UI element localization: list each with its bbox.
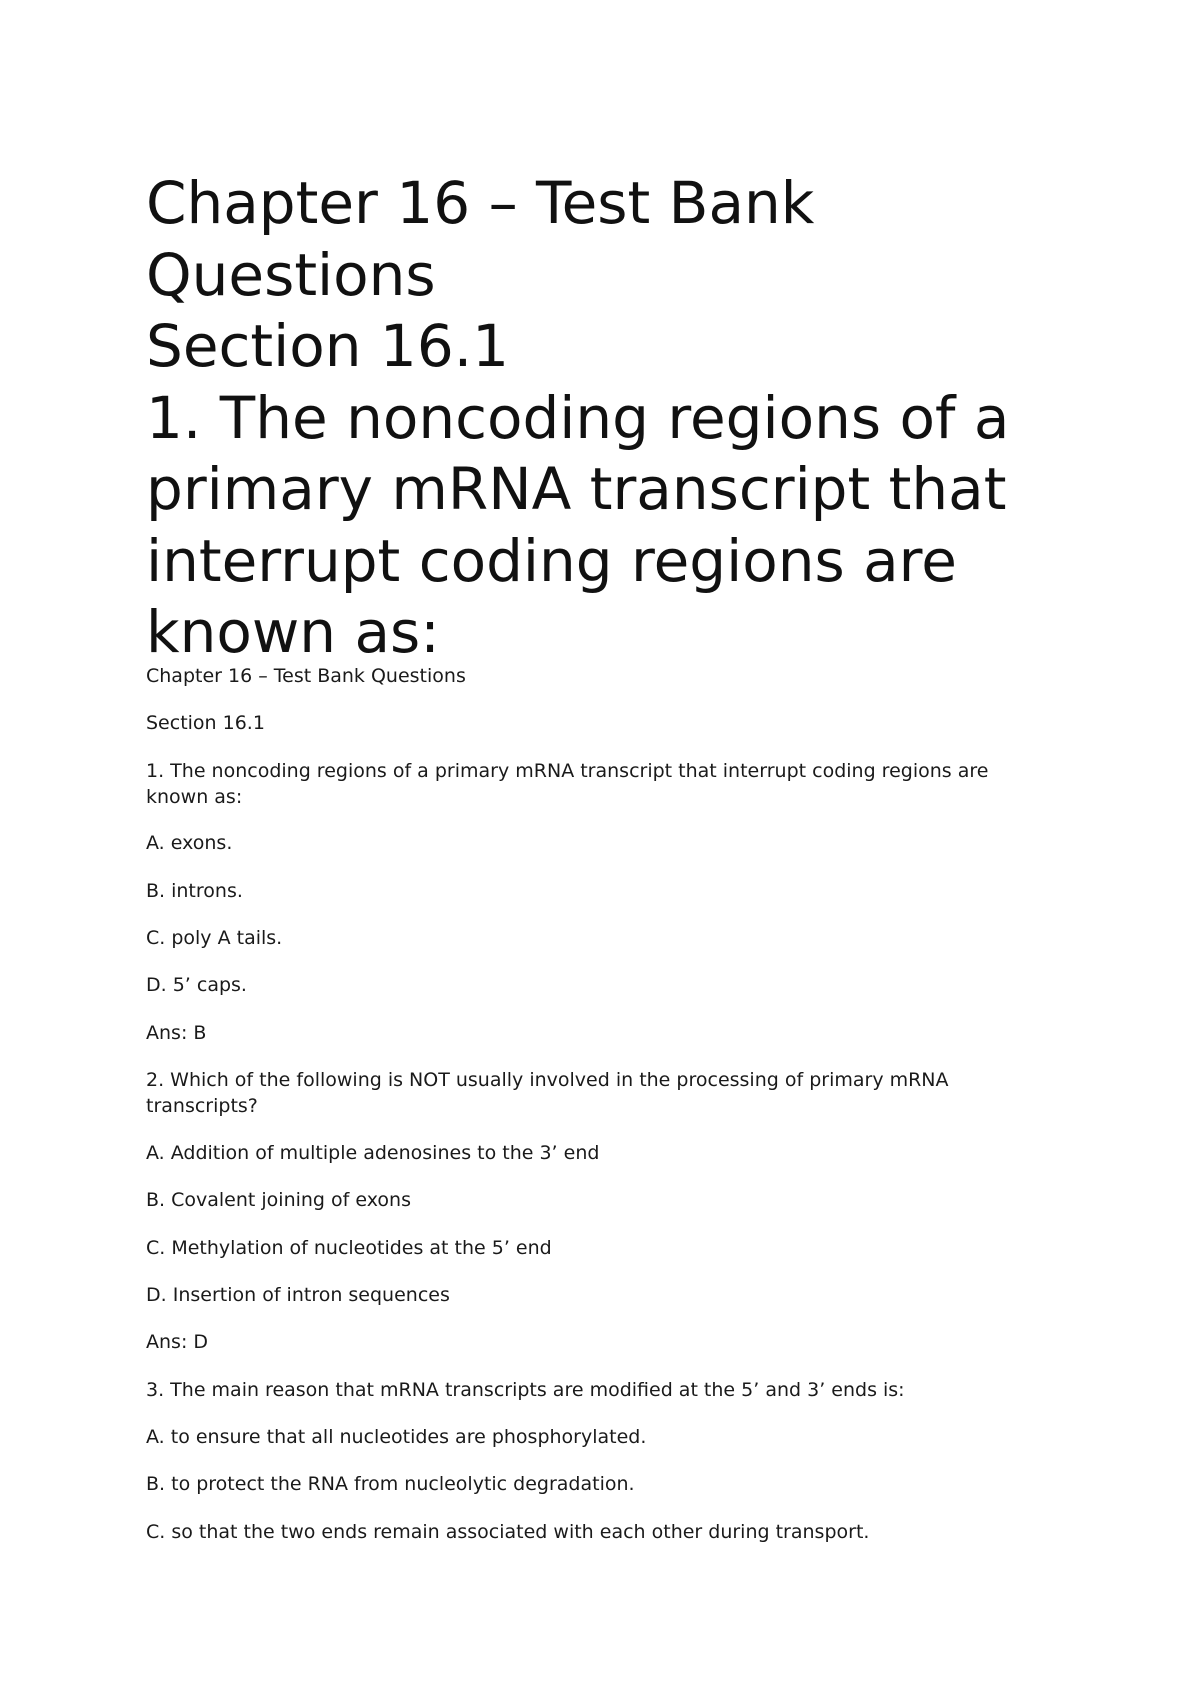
q2-option-c: C. Methylation of nucleotides at the 5’ end <box>146 1236 552 1259</box>
q1-question-line-2: known as: <box>146 785 243 808</box>
q3-option-a: A. to ensure that all nucleotides are phosphorylated. <box>146 1426 647 1449</box>
heading-line-2: Questions <box>146 240 436 309</box>
q1-question-line-1: 1. The noncoding regions of a primary mRNA transcript that interrupt coding regions are <box>146 759 989 782</box>
body-section: Section 16.1 <box>146 712 265 735</box>
heading-line-6: interrupt coding regions are <box>146 526 957 595</box>
q2-option-b: B. Covalent joining of exons <box>146 1189 411 1212</box>
q3-option-c: C. so that the two ends remain associated with each other during transport. <box>146 1520 870 1543</box>
heading-line-7: known as: <box>146 598 440 666</box>
q2-option-d: D. Insertion of intron sequences <box>146 1283 450 1306</box>
q1-option-c: C. poly A tails. <box>146 927 283 950</box>
heading-line-3: Section 16.1 <box>146 312 510 380</box>
q2-question-line-1: 2. Which of the following is NOT usually involved in the processing of primary mRNA <box>146 1069 949 1092</box>
heading-line-1: Chapter 16 – Test Bank <box>146 169 815 237</box>
q3-question: 3. The main reason that mRNA transcripts are modified at the 5’ and 3’ ends is: <box>146 1378 905 1401</box>
q1-option-b: B. introns. <box>146 879 243 902</box>
document-heading <box>146 168 1086 669</box>
q2-question-line-2: transcripts? <box>146 1095 258 1118</box>
heading-line-4: 1. The noncoding regions of a <box>146 383 1010 452</box>
q2-answer: Ans: D <box>146 1331 209 1354</box>
document-body <box>146 663 1076 1545</box>
q2-option-a: A. Addition of multiple adenosines to the 3’ end <box>146 1141 600 1164</box>
q1-option-d: D. 5’ caps. <box>146 974 247 997</box>
heading-line-5: primary mRNA transcript that <box>146 455 1007 523</box>
q1-option-a: A. exons. <box>146 832 233 855</box>
q3-option-b: B. to protect the RNA from nucleolytic degradation. <box>146 1473 635 1496</box>
q1-answer: Ans: B <box>146 1021 207 1044</box>
body-title: Chapter 16 – Test Bank Questions <box>146 665 466 687</box>
